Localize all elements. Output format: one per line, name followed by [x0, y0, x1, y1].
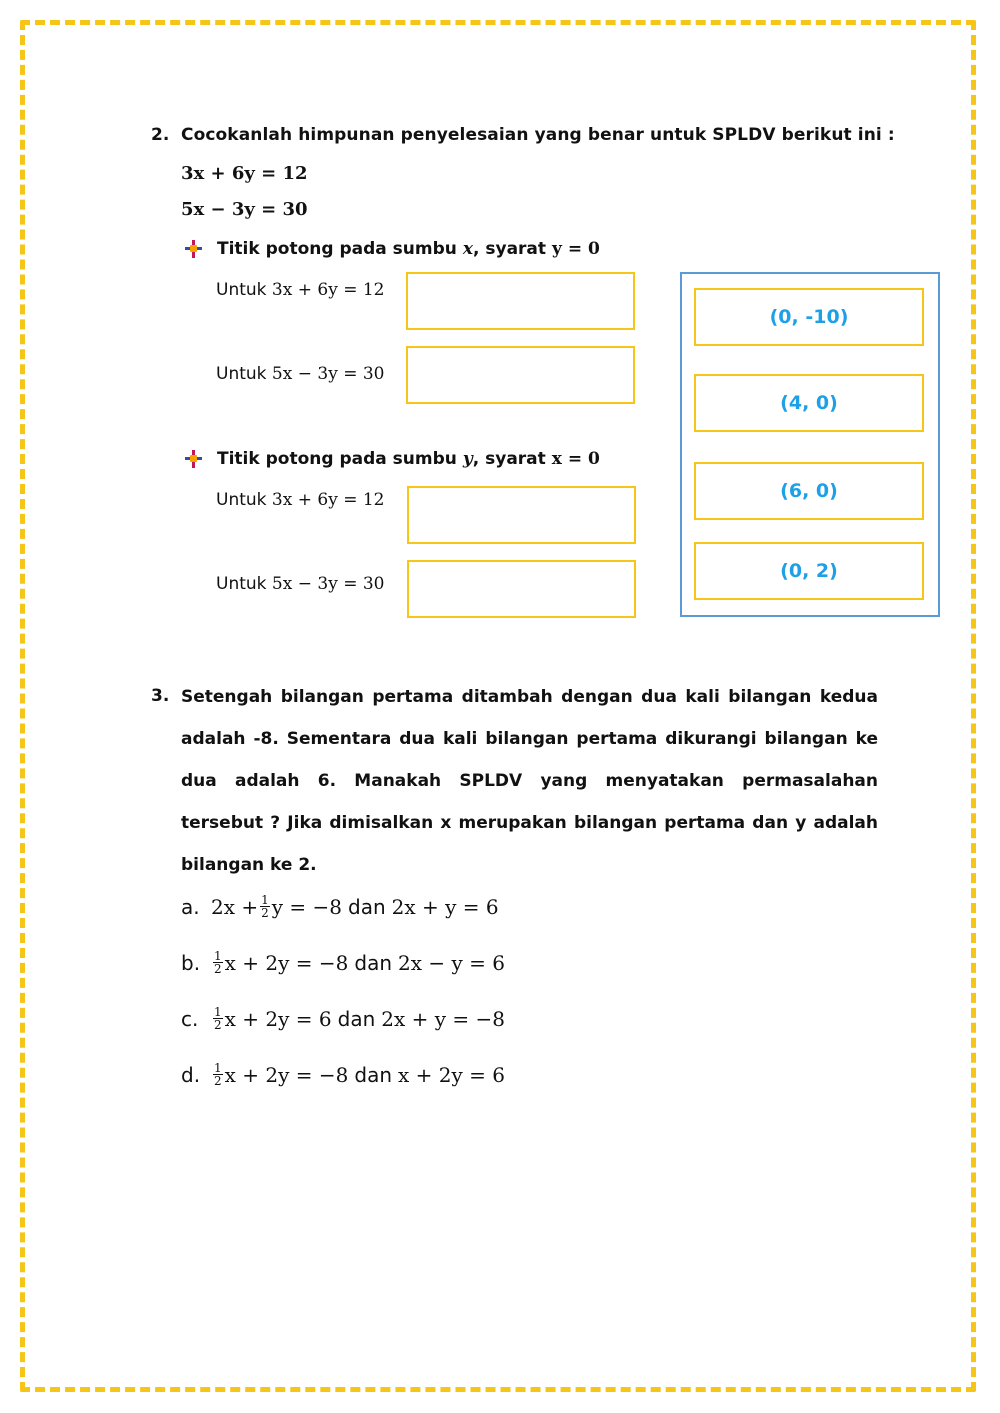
row-y-2 — [216, 574, 384, 594]
question-3-text: Setengah bilangan pertama ditambah dengan dua kali bilangan kedua adalah -8. Sementara dua kali bilangan pertama dikurangi bilangan ke dua adalah 6. Manakah SPLDV yang menyatakan permasalahan tersebut ? Jika dimisalkan x merupakan bilangan pertama dan y adalah bilangan ke 2. — [181, 687, 878, 875]
choice-d-fraction: $\frac{1}{2}$ — [214, 1061, 222, 1088]
section-y-condition: x = 0 — [551, 449, 600, 469]
choice-a[interactable] — [181, 894, 499, 919]
row-y-1 — [216, 490, 384, 510]
choice-b-lhs-post: x + 2y = −8 — [224, 950, 349, 975]
row-y-2-equation: 5x − 3y = 30 — [271, 574, 385, 594]
section-x-intercept-heading — [183, 238, 600, 260]
option-4-0[interactable]: (4, 0) — [694, 374, 924, 432]
section-x-label: Titik potong pada sumbu — [217, 239, 457, 259]
choice-d-letter: d. — [181, 1062, 201, 1087]
section-x-axis: x — [462, 239, 473, 259]
choice-d[interactable] — [181, 1062, 505, 1087]
choice-d-dan: dan — [354, 1062, 393, 1087]
question-3-number: 3. — [151, 686, 170, 706]
choice-c-lhs-post: x + 2y = 6 — [224, 1006, 332, 1031]
section-x-syarat: , syarat — [473, 239, 547, 259]
system-equation-2: 5x − 3y = 30 — [181, 199, 308, 220]
section-y-axis: y — [462, 449, 473, 469]
row-y-1-prefix: Untuk — [216, 490, 267, 510]
row-x-2-equation: 5x − 3y = 30 — [271, 364, 385, 384]
system-equation-1: 3x + 6y = 12 — [181, 163, 308, 184]
choice-a-rhs: 2x + y = 6 — [391, 894, 499, 919]
row-x-1 — [216, 280, 384, 300]
drop-target-x-2[interactable] — [406, 346, 635, 404]
choice-b-dan: dan — [354, 950, 393, 975]
choice-c-dan: dan — [337, 1006, 376, 1031]
choice-b[interactable] — [181, 950, 505, 975]
drop-target-y-1[interactable] — [407, 486, 636, 544]
bullet-cross-icon — [183, 238, 205, 260]
choice-c-fraction: $\frac{1}{2}$ — [214, 1005, 222, 1032]
choice-d-lhs-post: x + 2y = −8 — [224, 1062, 349, 1087]
section-y-syarat: , syarat — [472, 449, 546, 469]
row-x-2 — [216, 364, 384, 384]
bullet-cross-icon — [183, 448, 205, 470]
row-x-1-equation: 3x + 6y = 12 — [271, 280, 385, 300]
choice-a-lhs-post: y = −8 — [271, 894, 343, 919]
option-6-0[interactable]: (6, 0) — [694, 462, 924, 520]
row-x-2-prefix: Untuk — [216, 364, 267, 384]
option-0-neg10[interactable]: (0, -10) — [694, 288, 924, 346]
section-y-label: Titik potong pada sumbu — [217, 449, 457, 469]
choice-b-rhs: 2x − y = 6 — [398, 950, 505, 975]
question-2-title: Cocokanlah himpunan penyelesaian yang benar untuk SPLDV berikut ini : — [181, 125, 895, 145]
question-2-number: 2. — [151, 125, 170, 145]
choice-c-rhs: 2x + y = −8 — [381, 1006, 505, 1031]
section-x-condition: y = 0 — [552, 239, 600, 259]
choice-a-lhs-pre: 2x + — [211, 894, 259, 919]
drop-target-y-2[interactable] — [407, 560, 636, 618]
drop-target-x-1[interactable] — [406, 272, 635, 330]
choice-a-fraction: $\frac{1}{2}$ — [261, 893, 269, 920]
option-0-2[interactable]: (0, 2) — [694, 542, 924, 600]
choice-d-rhs: x + 2y = 6 — [398, 1062, 505, 1087]
choice-c[interactable] — [181, 1006, 505, 1031]
section-y-intercept-heading — [183, 448, 600, 470]
choice-b-letter: b. — [181, 950, 201, 975]
choice-a-letter: a. — [181, 894, 200, 919]
row-y-1-equation: 3x + 6y = 12 — [271, 490, 385, 510]
row-x-1-prefix: Untuk — [216, 280, 267, 300]
choice-b-fraction: $\frac{1}{2}$ — [214, 949, 222, 976]
choice-c-letter: c. — [181, 1006, 199, 1031]
choice-a-dan: dan — [348, 894, 386, 919]
row-y-2-prefix: Untuk — [216, 574, 267, 594]
